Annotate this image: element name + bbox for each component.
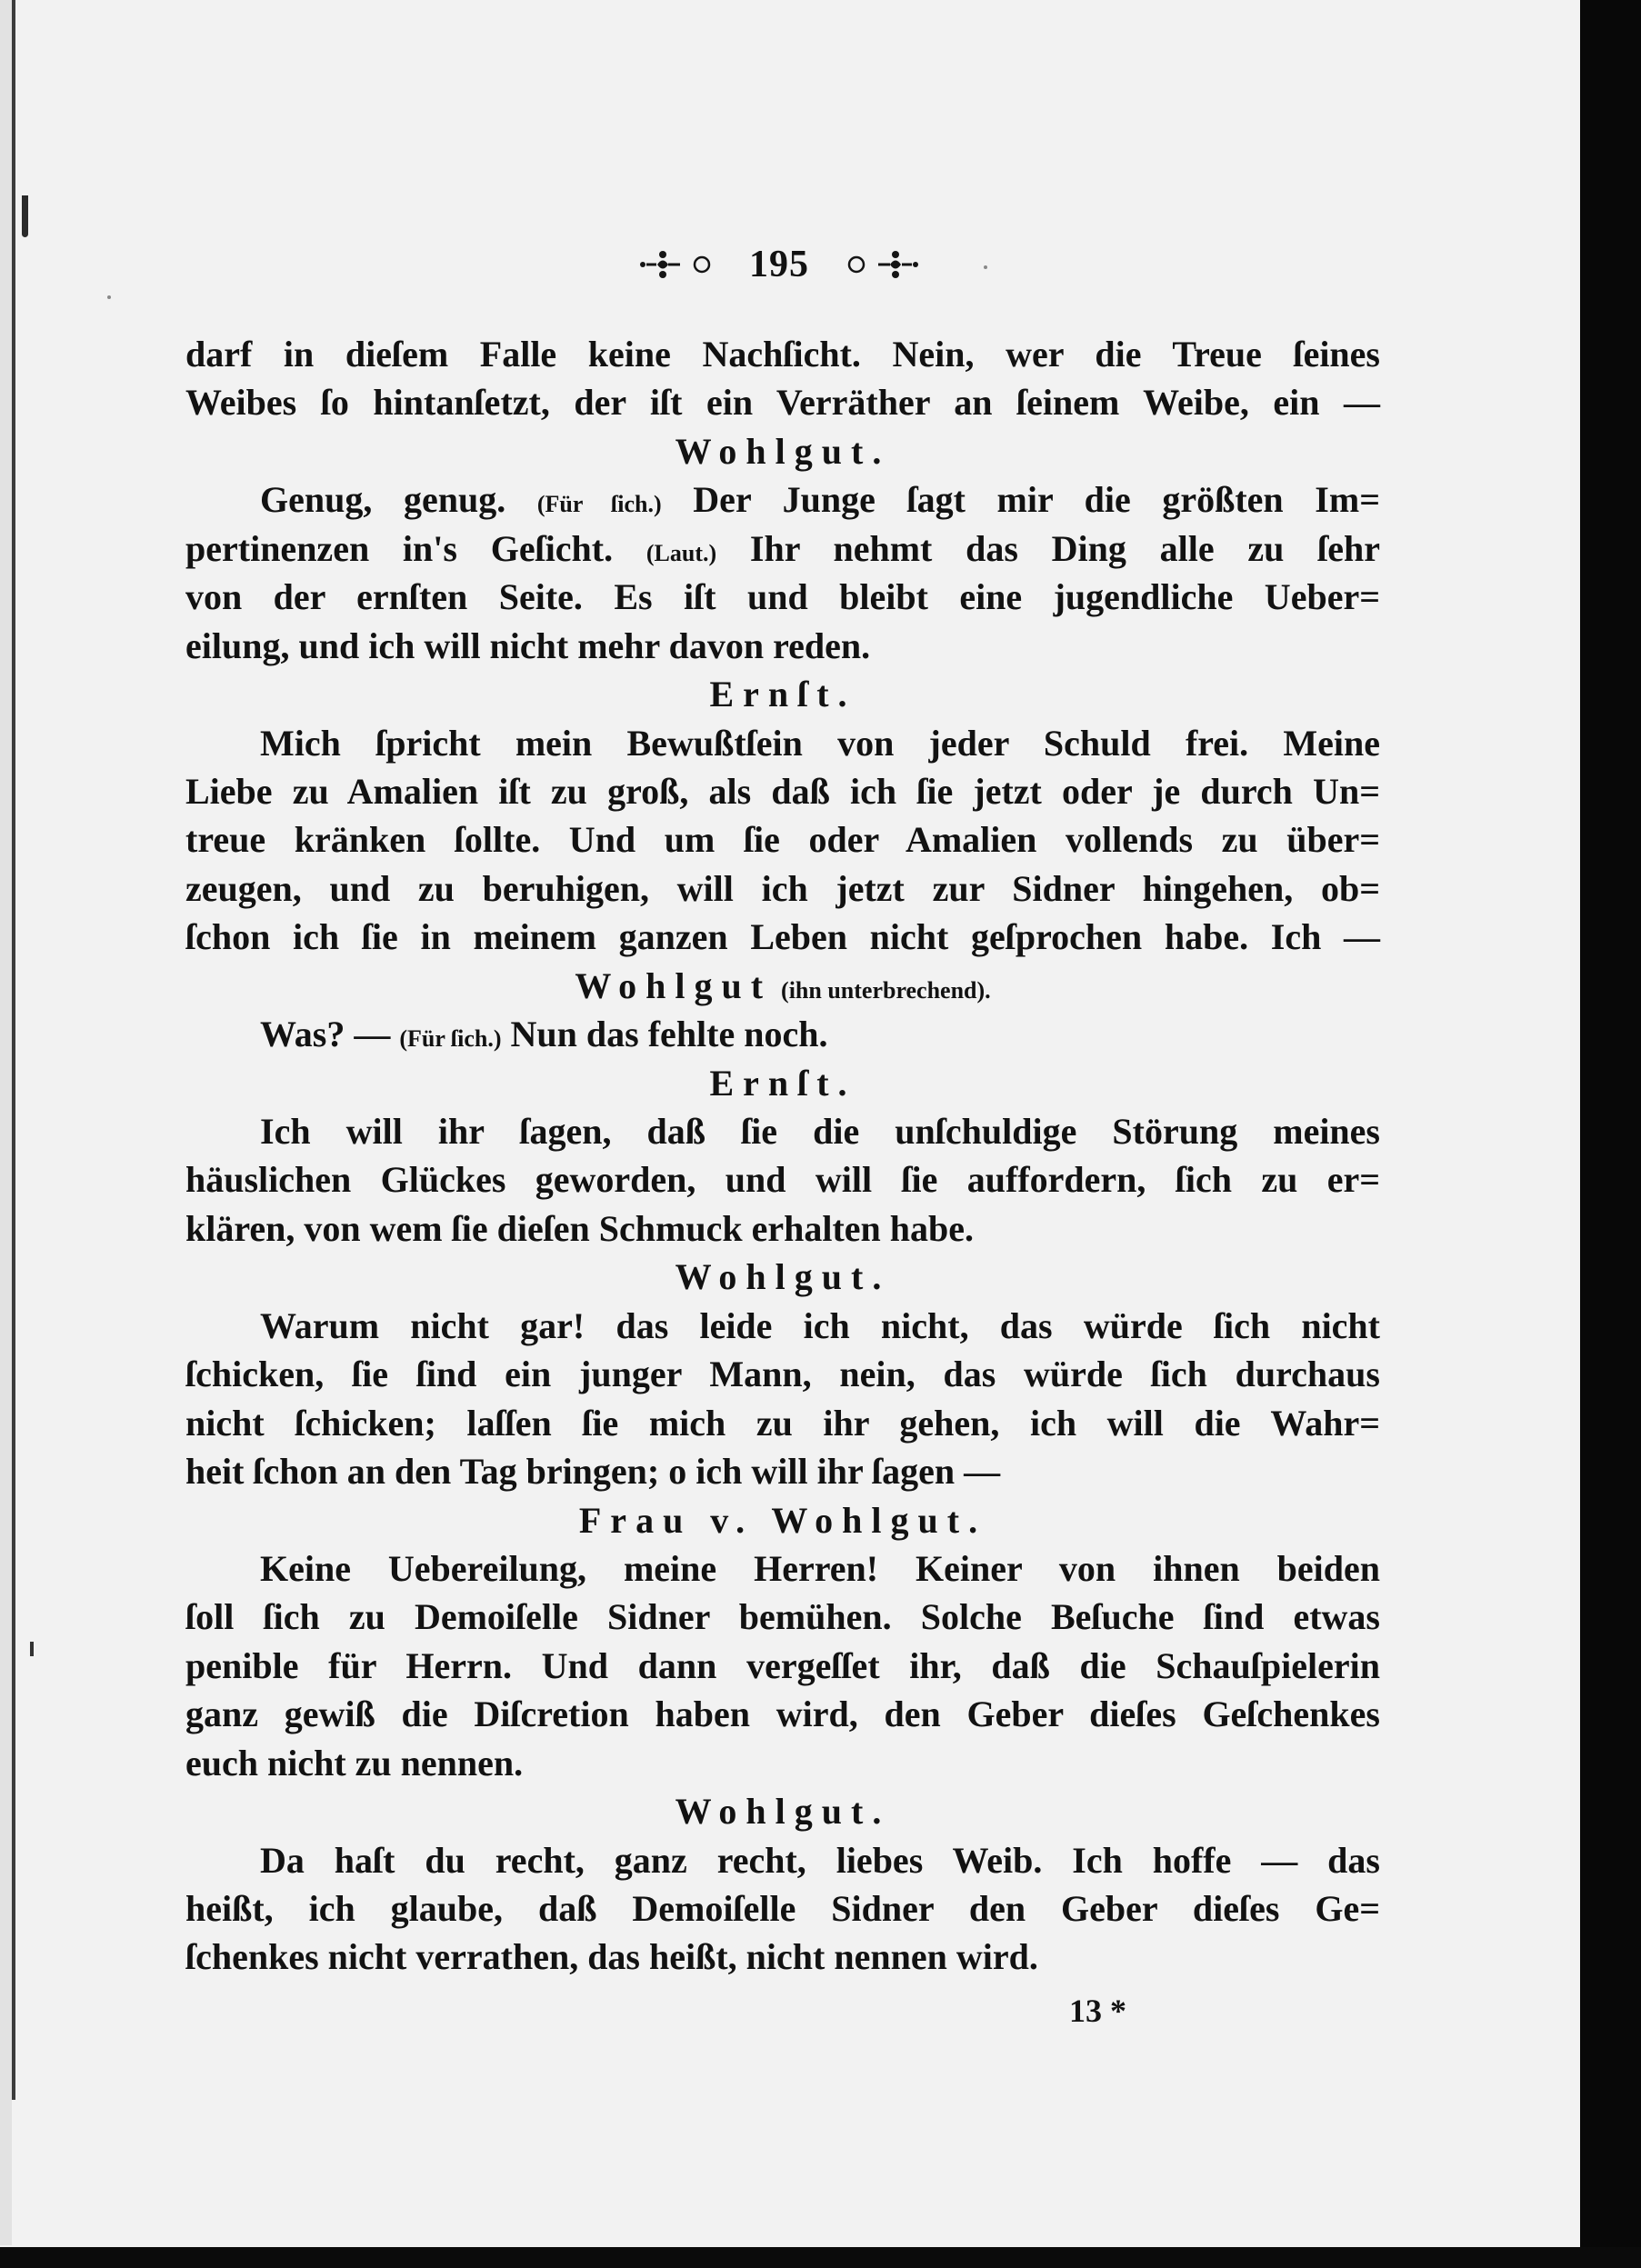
fleuron-ornament-icon	[873, 246, 920, 283]
text-segment: zeugen, und zu beruhigen, will ich jetzt zur Sidner hingehen, ob=	[185, 867, 1380, 909]
text-segment: heit ſchon an den Tag bringen; o ich will ihr ſagen —	[185, 1451, 1001, 1493]
fleuron-ornament-icon	[638, 246, 685, 283]
speaker-name: Wohlgut.	[675, 1791, 891, 1833]
text-line	[185, 1204, 1380, 1253]
text-segment: Der Junge ſagt mir die größten Im=	[661, 479, 1380, 521]
text-line	[185, 1739, 1380, 1787]
text-line	[185, 1302, 1380, 1350]
text-segment: euch nicht zu nennen.	[185, 1742, 524, 1783]
speaker-name: Frau v. Wohlgut.	[578, 1499, 987, 1541]
ring-ornament-icon	[846, 254, 867, 275]
gutter-mark	[22, 195, 28, 237]
text-line	[185, 1010, 1380, 1058]
text-segment: treue kränken ſollte. Und um ſie oder Amalien vollends zu über=	[185, 819, 1380, 861]
speaker-name: Wohlgut.	[675, 1256, 891, 1298]
speaker-heading	[185, 1787, 1380, 1835]
text-line	[185, 1350, 1380, 1398]
text-line	[185, 1107, 1380, 1155]
text-segment: ſoll ſich zu Demoiſelle Sidner bemühen. Solche Beſuche ſind etwas	[185, 1596, 1380, 1638]
speaker-heading	[185, 427, 1380, 475]
scan-left-shade	[0, 0, 12, 2245]
speaker-name: Ernſt.	[709, 1062, 856, 1104]
text-line	[185, 1642, 1380, 1690]
stage-direction: (ihn unterbrechend).	[781, 976, 991, 1004]
paper-speck	[107, 295, 111, 299]
text-segment: Warum nicht gar! das leide ich nicht, das würde ſich nicht	[260, 1304, 1380, 1346]
gutter-tick	[30, 1642, 34, 1656]
text-line	[185, 864, 1380, 913]
text-segment: Mich ſpricht mein Bewußtſein von jeder Schuld frei. Meine	[260, 722, 1380, 764]
speaker-heading	[185, 1253, 1380, 1301]
text-line	[185, 1399, 1380, 1447]
text-line	[185, 913, 1380, 961]
page-body	[185, 330, 1380, 1982]
book-gutter-line	[12, 0, 15, 2100]
text-segment: Nun das fehlte noch.	[501, 1014, 828, 1055]
text-line	[185, 525, 1380, 573]
text-segment: ſchenkes nicht verrathen, das heißt, nicht nennen wird.	[185, 1936, 1038, 1978]
ring-ornament-icon	[691, 254, 713, 275]
text-segment: häuslichen Glückes geworden, und will ſie auffordern, ſich zu er=	[185, 1159, 1380, 1201]
speaker-name: Wohlgut	[575, 964, 773, 1006]
speaker-heading	[185, 962, 1380, 1010]
text-line	[185, 378, 1380, 426]
text-line	[185, 475, 1380, 524]
text-line	[185, 767, 1380, 815]
text-segment: Weibes ſo hintanſetzt, der iſt ein Verräther an ſeinem Weibe, ein —	[185, 382, 1380, 424]
text-line	[185, 719, 1380, 767]
page-number: 195	[749, 244, 809, 285]
text-line	[185, 815, 1380, 864]
text-segment: ſchon ich ſie in meinem ganzen Leben nicht geſprochen habe. Ich —	[185, 916, 1380, 958]
text-segment: pertinenzen in's Geſicht.	[185, 527, 646, 569]
speaker-heading	[185, 1496, 1380, 1544]
text-line	[185, 1155, 1380, 1204]
text-line	[185, 1447, 1380, 1495]
text-segment: penible für Herrn. Und dann vergeſſet ihr, daß die Schauſpielerin	[185, 1644, 1380, 1686]
text-segment: nicht ſchicken; laſſen ſie mich zu ihr gehen, ich will die Wahr=	[185, 1402, 1380, 1444]
text-segment: heißt, ich glaube, daß Demoiſelle Sidner den Geber dieſes Ge=	[185, 1888, 1380, 1929]
text-segment: Liebe zu Amalien iſt zu groß, als daß ich ſie jetzt oder je durch Un=	[185, 770, 1380, 812]
text-segment: ſchicken, ſie ſind ein junger Mann, nein, das würde ſich durchaus	[185, 1354, 1380, 1395]
signature-mark: 13 *	[1069, 1993, 1126, 2029]
speaker-heading	[185, 670, 1380, 718]
text-line	[185, 622, 1380, 670]
text-segment: darf in dieſem Falle keine Nachſicht. Nein, wer die Treue ſeines	[185, 334, 1380, 375]
text-segment: Ich will ihr ſagen, daß ſie die unſchuldige Störung meines	[260, 1111, 1380, 1152]
text-line	[185, 1593, 1380, 1641]
text-segment: von der ernſten Seite. Es iſt und bleibt eine jugendliche Ueber=	[185, 576, 1380, 618]
stage-direction: (Für ſich.)	[536, 491, 662, 518]
scan-bottom-border	[0, 2247, 1641, 2268]
scan-right-border	[1580, 0, 1641, 2268]
text-segment: ganz gewiß die Diſcretion haben wird, den Geber dieſes Geſchenkes	[185, 1694, 1380, 1735]
text-segment: klären, von wem ſie dieſen Schmuck erhalten habe.	[185, 1207, 975, 1249]
speaker-name: Wohlgut.	[675, 430, 891, 472]
stage-direction: (Laut.)	[645, 539, 717, 566]
text-segment: Da haſt du recht, ganz recht, liebes Weib. Ich hoffe — das	[260, 1839, 1380, 1881]
text-segment: Ihr nehmt das Ding alle zu ſehr	[716, 527, 1380, 569]
speaker-name: Ernſt.	[709, 674, 856, 715]
text-line	[185, 1544, 1380, 1593]
text-line	[185, 1836, 1380, 1884]
text-segment: Keine Uebereilung, meine Herren! Keiner von ihnen beiden	[260, 1547, 1380, 1589]
text-line	[185, 1933, 1380, 1981]
text-line	[185, 1884, 1380, 1933]
paper-speck	[984, 265, 987, 269]
page-header	[627, 242, 931, 287]
text-line	[185, 1690, 1380, 1738]
text-segment: Genug, genug.	[260, 479, 537, 521]
text-line	[185, 573, 1380, 621]
speaker-heading	[185, 1059, 1380, 1107]
text-segment: Was? —	[260, 1014, 400, 1055]
text-line	[185, 330, 1380, 378]
stage-direction: (Für ſich.)	[399, 1025, 502, 1053]
text-segment: eilung, und ich will nicht mehr davon reden.	[185, 624, 871, 666]
